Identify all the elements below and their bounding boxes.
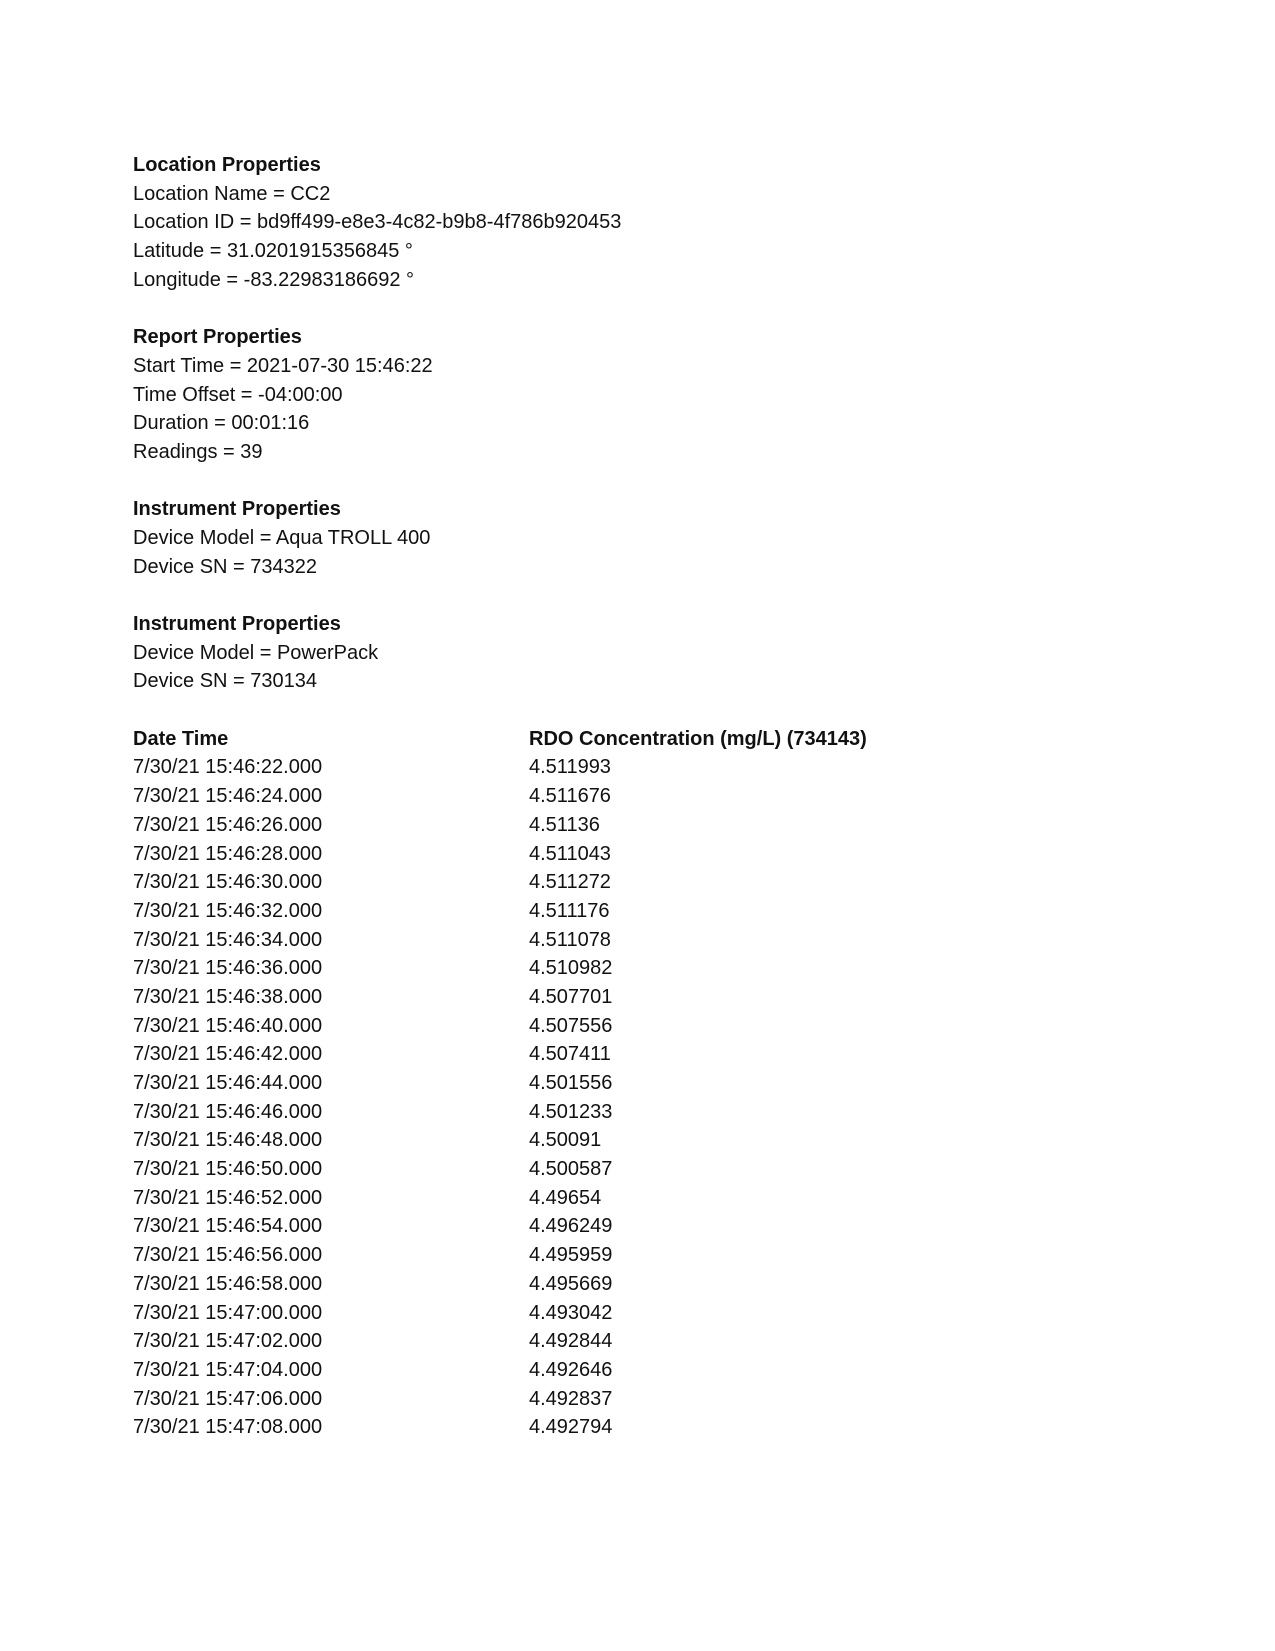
latitude: Latitude = 31.0201915356845 ° — [133, 240, 413, 263]
readings: Readings = 39 — [133, 440, 263, 463]
rdo-concentration-cell: 4.511993 — [529, 756, 611, 779]
table-row — [133, 753, 1233, 782]
rdo-concentration-cell: 4.492646 — [529, 1358, 613, 1381]
rdo-concentration-cell: 4.507701 — [529, 985, 613, 1008]
date-time-cell: 7/30/21 15:47:02.000 — [133, 1330, 323, 1353]
location-properties-section — [133, 151, 1233, 294]
rdo-concentration-cell: 4.511043 — [529, 842, 611, 865]
date-time-cell: 7/30/21 15:46:24.000 — [133, 785, 323, 808]
date-time-cell: 7/30/21 15:47:04.000 — [133, 1358, 323, 1381]
table-row — [133, 1299, 1233, 1328]
rdo-concentration-cell: 4.495959 — [529, 1244, 613, 1267]
rdo-concentration-cell: 4.493042 — [529, 1301, 613, 1324]
instrument-properties-heading-1: Instrument Properties — [133, 498, 341, 521]
rdo-concentration-cell: 4.511676 — [529, 785, 611, 808]
readings-table — [133, 725, 1233, 1442]
date-time-cell: 7/30/21 15:46:54.000 — [133, 1215, 323, 1238]
table-row — [133, 1356, 1233, 1385]
rdo-concentration-cell: 4.49654 — [529, 1186, 602, 1209]
table-row — [133, 1184, 1233, 1213]
rdo-concentration-cell: 4.501233 — [529, 1100, 613, 1123]
instrument-properties-section-2 — [133, 610, 1233, 696]
date-time-cell: 7/30/21 15:46:32.000 — [133, 899, 323, 922]
rdo-concentration-cell: 4.492837 — [529, 1387, 613, 1410]
date-time-cell: 7/30/21 15:46:38.000 — [133, 985, 323, 1008]
date-time-cell: 7/30/21 15:46:26.000 — [133, 813, 323, 836]
rdo-concentration-cell: 4.507411 — [529, 1043, 611, 1066]
report-properties-section — [133, 323, 1233, 466]
date-time-cell: 7/30/21 15:46:36.000 — [133, 957, 323, 980]
rdo-concentration-cell: 4.500587 — [529, 1158, 613, 1181]
location-id: Location ID = bd9ff499-e8e3-4c82-b9b8-4f786b920453 — [133, 211, 622, 234]
rdo-concentration-cell: 4.510982 — [529, 957, 613, 980]
report-properties-heading: Report Properties — [133, 326, 302, 349]
date-time-cell: 7/30/21 15:46:44.000 — [133, 1072, 323, 1094]
table-row — [133, 1155, 1233, 1184]
date-time-cell: 7/30/21 15:47:08.000 — [133, 1416, 323, 1439]
table-row — [133, 926, 1233, 955]
table-row — [133, 1040, 1233, 1069]
date-time-cell: 7/30/21 15:46:52.000 — [133, 1186, 323, 1209]
table-row — [133, 1098, 1233, 1127]
table-row — [133, 1069, 1233, 1098]
time-offset: Time Offset = -04:00:00 — [133, 383, 343, 406]
date-time-cell: 7/30/21 15:46:28.000 — [133, 842, 323, 865]
date-time-cell: 7/30/21 15:46:46.000 — [133, 1100, 323, 1123]
date-time-cell: 7/30/21 15:47:06.000 — [133, 1387, 323, 1410]
date-time-cell: 7/30/21 15:46:58.000 — [133, 1272, 323, 1295]
date-time-cell: 7/30/21 15:46:22.000 — [133, 756, 323, 779]
table-row — [133, 897, 1233, 926]
date-time-cell: 7/30/21 15:46:56.000 — [133, 1244, 323, 1267]
longitude: Longitude = -83.22983186692 ° — [133, 268, 415, 291]
rdo-concentration-cell: 4.496249 — [529, 1215, 613, 1238]
rdo-concentration-cell: 4.511176 — [529, 899, 610, 922]
date-time-cell: 7/30/21 15:46:42.000 — [133, 1043, 323, 1066]
table-row — [133, 983, 1233, 1012]
table-header-row — [133, 725, 1233, 754]
table-row — [133, 811, 1233, 840]
start-time: Start Time = 2021-07-30 15:46:22 — [133, 354, 433, 377]
date-time-cell: 7/30/21 15:46:50.000 — [133, 1158, 323, 1181]
device-sn-1: Device SN = 734322 — [133, 555, 318, 578]
table-row — [133, 1327, 1233, 1356]
rdo-concentration-cell: 4.495669 — [529, 1272, 613, 1295]
table-row — [133, 868, 1233, 897]
location-properties-heading: Location Properties — [133, 154, 321, 176]
rdo-concentration-cell: 4.511078 — [529, 928, 611, 951]
date-time-cell: 7/30/21 15:46:30.000 — [133, 871, 323, 894]
column-header-date-time: Date Time — [133, 727, 229, 750]
table-row — [133, 1413, 1233, 1442]
rdo-concentration-cell: 4.50091 — [529, 1129, 602, 1152]
rdo-concentration-cell: 4.511272 — [529, 871, 611, 894]
device-model-1: Device Model = Aqua TROLL 400 — [133, 526, 431, 549]
table-row — [133, 840, 1233, 869]
table-row — [133, 1012, 1233, 1041]
device-sn-2: Device SN = 730134 — [133, 670, 318, 693]
table-row — [133, 1212, 1233, 1241]
table-row — [133, 1385, 1233, 1414]
table-row — [133, 954, 1233, 983]
duration: Duration = 00:01:16 — [133, 412, 310, 435]
document-page — [133, 151, 1233, 1442]
device-model-2: Device Model = PowerPack — [133, 641, 379, 664]
rdo-concentration-cell: 4.507556 — [529, 1014, 613, 1037]
instrument-properties-section-1 — [133, 495, 1233, 581]
rdo-concentration-cell: 4.51136 — [529, 813, 600, 836]
date-time-cell: 7/30/21 15:46:48.000 — [133, 1129, 323, 1152]
rdo-concentration-cell: 4.492844 — [529, 1330, 613, 1353]
date-time-cell: 7/30/21 15:46:40.000 — [133, 1014, 323, 1037]
location-name: Location Name = CC2 — [133, 182, 331, 205]
column-header-rdo-concentration: RDO Concentration (mg/L) (734143) — [529, 727, 867, 750]
date-time-cell: 7/30/21 15:47:00.000 — [133, 1301, 323, 1324]
table-row — [133, 1241, 1233, 1270]
rdo-concentration-cell: 4.501556 — [529, 1072, 613, 1094]
instrument-properties-heading-2: Instrument Properties — [133, 613, 341, 635]
date-time-cell: 7/30/21 15:46:34.000 — [133, 928, 323, 951]
table-row — [133, 1270, 1233, 1299]
table-row — [133, 1126, 1233, 1155]
table-row — [133, 782, 1233, 811]
rdo-concentration-cell: 4.492794 — [529, 1416, 613, 1439]
